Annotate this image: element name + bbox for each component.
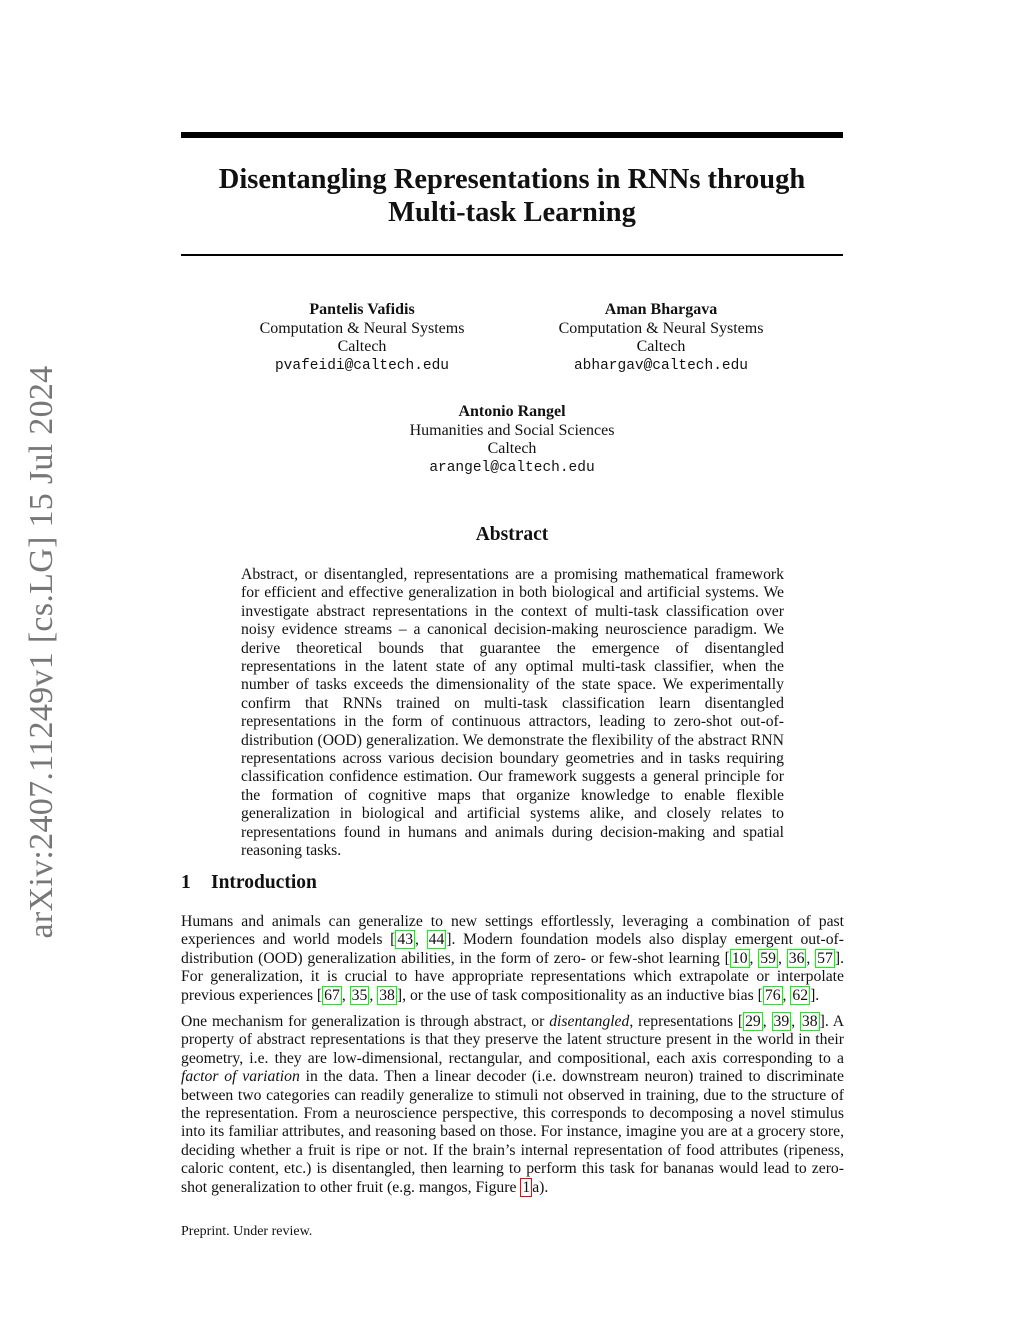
citation-link[interactable]: 76 <box>764 986 781 1004</box>
citation-group: 10 , 59 , 36 , 57 <box>731 949 833 967</box>
introduction-body <box>181 913 844 1205</box>
author-email: abhargav@caltech.edu <box>573 357 749 374</box>
citation-link[interactable]: 59 <box>760 949 776 967</box>
intro-paragraph-2: One mechanism for generalization is through abstract, or disentangled, representations [ 29 , 39 , 38 ]. A property of abstract representations is that they preserve the latent structure present in the world in their geometry, i.e. they are low-dimensional, rectangular, and compositional, each axis corresponding to a factor of variation in the data. Then a linear decoder (i.e. downstream neuron) trained to discriminate between two categories can readily generalize to stimuli not observed in training, due to the structure of the representation. From a neuroscience perspective, this corresponds to decomposing a novel stimulus into its familiar attributes, and reasoning based on those. For instance, imagine you are at a grocery store, deciding whether a fruit is ripe or not. If the brain’s internal representation of food attributes (ripeness, caloric content, etc.) is disentangled, then learning to perform this task for bananas would lead to zero-shot generalization to other fruit (e.g. mangos, Figure 1 a). <box>181 1013 845 1196</box>
author-name: Pantelis Vafidis <box>309 301 415 318</box>
author-institution: Caltech <box>636 338 686 355</box>
citation-group: 67 , 35 , 38 <box>324 986 395 1004</box>
citation-link[interactable]: 38 <box>801 1013 818 1031</box>
section-heading <box>181 872 317 894</box>
abstract-heading: Abstract <box>475 524 549 545</box>
section-title: Introduction <box>211 872 317 893</box>
citation-group: 43 , 44 <box>397 931 445 949</box>
citation-link[interactable]: 67 <box>324 986 340 1004</box>
citation-group: 76 , 62 <box>764 986 809 1004</box>
author-block <box>511 301 811 375</box>
title-rule-bottom <box>181 254 843 256</box>
citation-link[interactable]: 39 <box>773 1013 790 1031</box>
citation-link[interactable]: 36 <box>788 949 805 967</box>
citation-link[interactable]: 35 <box>351 986 368 1004</box>
citation-link[interactable]: 62 <box>792 986 809 1004</box>
citation-link[interactable]: 10 <box>731 949 748 967</box>
author-block <box>362 403 662 477</box>
author-email: pvafeidi@caltech.edu <box>274 357 450 374</box>
author-block <box>212 301 512 375</box>
emphasis-term: factor of variation <box>181 1068 300 1086</box>
citation-link[interactable]: 29 <box>745 1013 761 1031</box>
title-rule-top <box>181 132 843 138</box>
emphasis-term: disentangled <box>549 1013 630 1031</box>
title-line-2: Multi-task Learning <box>388 197 636 228</box>
arxiv-stamp: arXiv:2407.11249v1 [cs.LG] 15 Jul 2024 <box>23 365 60 939</box>
title-line-1: Disentangling Representations in RNNs through <box>218 164 806 195</box>
author-name: Antonio Rangel <box>458 403 566 420</box>
author-email: arangel@caltech.edu <box>429 459 595 476</box>
author-affiliation: Computation & Neural Systems <box>259 319 465 337</box>
author-affiliation: Computation & Neural Systems <box>558 319 764 337</box>
citation-link[interactable]: 57 <box>817 949 833 967</box>
footer-note: Preprint. Under review. <box>181 1224 313 1239</box>
citation-link[interactable]: 43 <box>397 931 414 949</box>
author-name: Aman Bhargava <box>604 301 718 318</box>
intro-paragraph-1: Humans and animals can generalize to new settings effortlessly, leveraging a combination of past experiences and world models [ 43 , 44 ]. Modern foundation models also display emergent out-of-distribution (OOD) generalization abilities, in the form of zero- or few-shot learning [ 10 , 59 , 36 , 57 ]. For generalization, it is crucial to have appropriate representations which extrapolate or interpolate previous experiences [ 67 , 35 , 38 ], or the use of task compositionality as an inductive bias [ 76 , 62 ]. <box>181 913 845 1004</box>
citation-link[interactable]: 38 <box>379 986 395 1004</box>
paper-title <box>181 163 843 229</box>
citation-link[interactable]: 44 <box>428 931 445 949</box>
figure-reference-link[interactable]: 1 <box>522 1178 531 1196</box>
abstract-text: Abstract, or disentangled, representations are a promising mathematical framework for efficient and effective generalization in both biological and artificial systems. We investigate abstract representations in the context of multi-task classification over noisy evidence streams – a canonical decision-making neuroscience paradigm. We derive theoretical bounds that guarantee the emergence of disentangled representations in the latent state of any optimal multi-task classifier, when the number of tasks exceeds the dimensionality of the state space. We experimentally confirm that RNNs trained on multi-task classification learn disentangled representations in the form of continuous attractors, leading to zero-shot out-of-distribution (OOD) generalization. We demonstrate the flexibility of the abstract RNN representations across various decision boundary geometries and in tasks requiring classification confidence estimation. Our framework suggests a general principle for the formation of cognitive maps that organize knowledge to enable flexible generalization in biological and artificial systems alike, and closely relates to representations found in humans and animals during decision-making and spatial reasoning tasks. <box>241 566 784 860</box>
author-institution: Caltech <box>487 440 537 457</box>
citation-group: 29 , 39 , 38 <box>745 1013 818 1031</box>
author-institution: Caltech <box>337 338 387 355</box>
section-number: 1 <box>181 872 191 893</box>
author-affiliation: Humanities and Social Sciences <box>409 421 615 439</box>
